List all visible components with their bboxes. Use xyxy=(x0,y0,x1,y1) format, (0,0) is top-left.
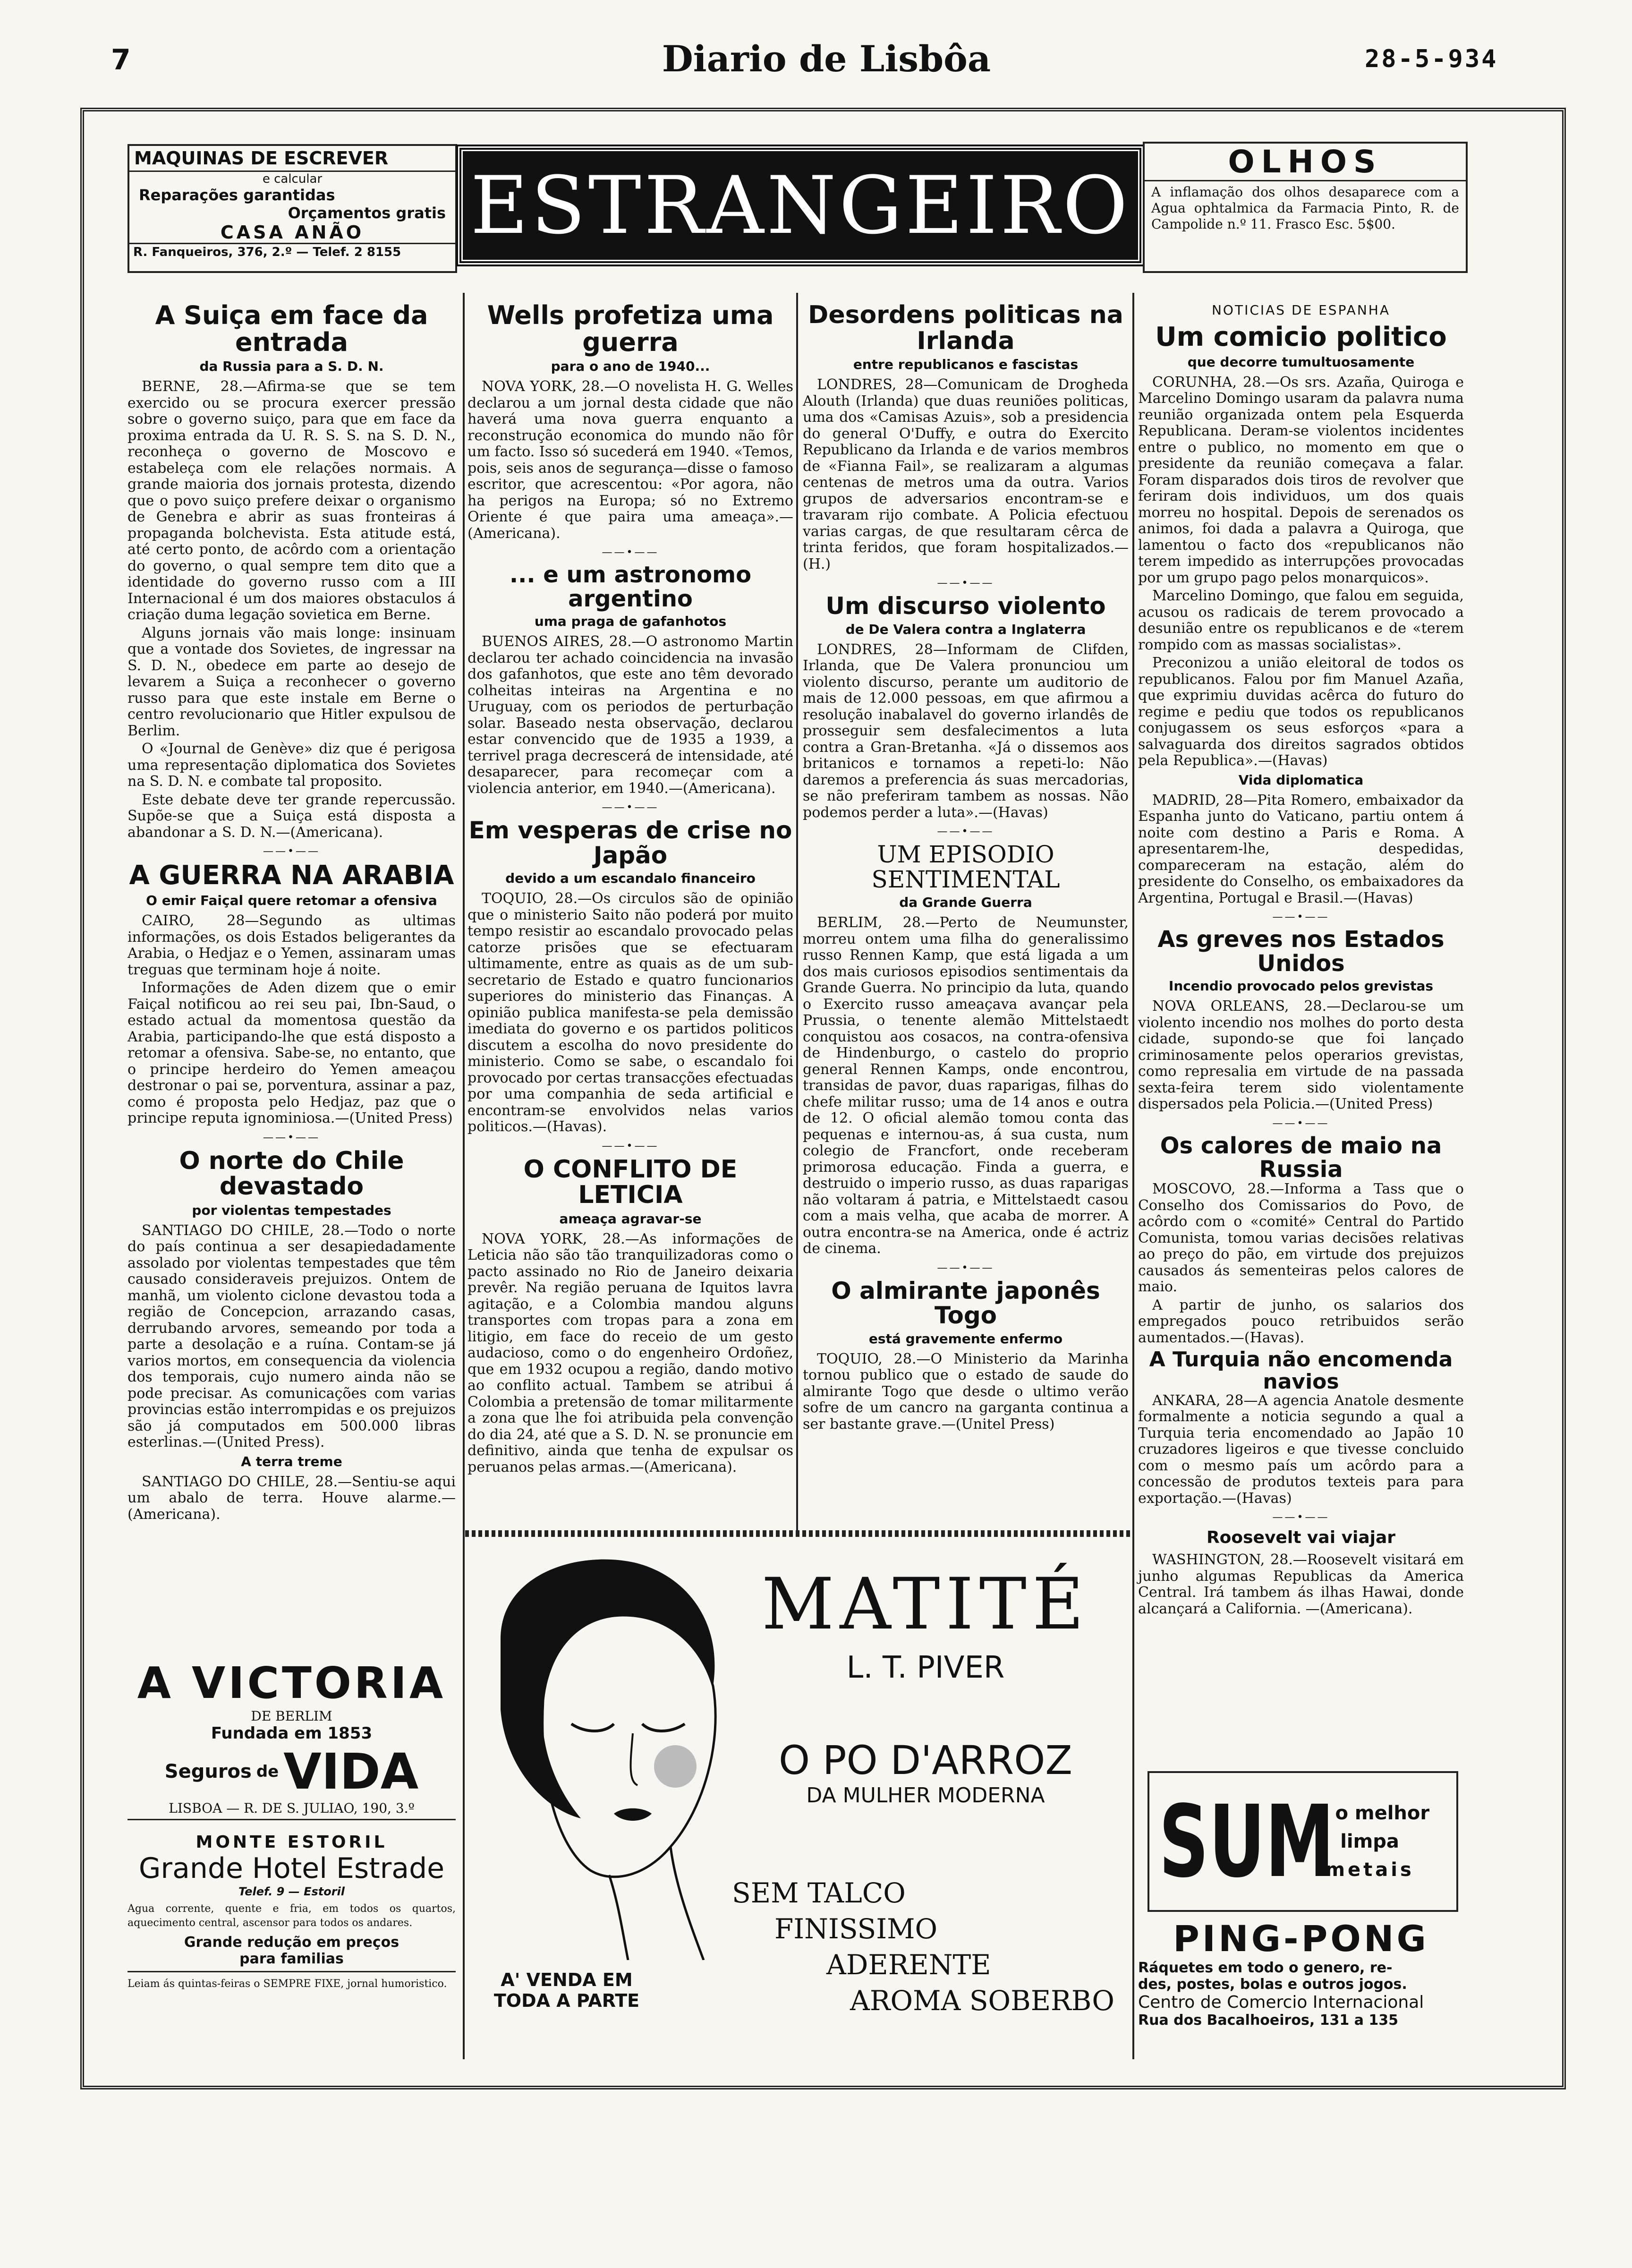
article-body xyxy=(1138,1181,1464,1346)
article-body xyxy=(468,379,793,542)
subheadline: para o ano de 1940... xyxy=(551,358,710,375)
article-body xyxy=(468,634,793,797)
article-body xyxy=(468,1231,793,1476)
section-kicker: NOTICIAS DE ESPANHA xyxy=(1211,302,1390,318)
separator: ——•—— xyxy=(602,801,659,814)
face-outline xyxy=(543,1615,715,1877)
issue-date: 28-5-934 xyxy=(1365,45,1498,73)
separator: ——•—— xyxy=(937,826,994,838)
ad-pingpong xyxy=(1138,1918,1464,2029)
paragraph: LONDRES, 28—Comunicam de Drogheda Alouth (Irlanda) que duas reuniões politicas, uma dos «Camisas Azuis», sob a presidencia do general O'Duffy, e outra do Exercito Republicano da Irlanda e de varios membros de «Fianna Fail», se realizaram a algumas centenas de metros uma da outra. Varios grupos de adversarios encontram-se e travaram rijo combate. A Policia efectuou varias cargas, de que resultaram cêrca de trinta feridos, que foram hospitalizados.—(H.) xyxy=(803,376,1129,572)
ad-matite-venda-line: A' VENDA EM xyxy=(501,1970,633,1990)
paragraph: Alguns jornais vão mais longe: insinuam que a vontade dos Sovietes, de ingressar na S. D. N., obedece em parte ao desejo de levarem a Suiça a reconhecer o governo russo para que este instale em Berne o centro revolucionario que Hitler expulsou de Berlim. xyxy=(128,624,456,739)
paragraph: TOQUIO, 28.—Os circulos são de opinião que o ministerio Saito não poderá por muito tempo resistir ao escandalo provocado pelas catorze prisões que se efectuaram ultimamente, entre as quais as de um sub-secretario de Estado e quatro funcionarios superiores do ministerio das Finanças. A opinião publica manifesta-se pela demissão imediata do governo e os partidos politicos discutem a escolha do novo presidente do ministerio. Como se sabe, o escandalo foi provocado por certas transacções efectuadas por uma companhia de seda artificial e encontram-se envolvidos nelas varios politicos.—(Havas). xyxy=(468,890,793,1135)
headline: A Suiça em face da entrada xyxy=(155,300,428,357)
cheek-shade xyxy=(654,1745,697,1788)
article-body xyxy=(128,1223,456,1451)
column-3 xyxy=(803,302,1129,1434)
paragraph: Este debate deve ter grande repercussão. Supõe-se que a Suiça está disposta a abandonar a S. D. N.—(Americana). xyxy=(128,791,456,841)
ad-hotel-tel: Telef. 9 — Estoril xyxy=(238,1885,345,1898)
ad-sum xyxy=(1148,1771,1458,1912)
subheadline: O emir Faiçal quere retomar a ofensiva xyxy=(146,893,437,909)
ad-victoria xyxy=(128,1658,456,1820)
subheadline: da Russia para a S. D. N. xyxy=(199,358,384,375)
eye-right xyxy=(642,1724,685,1731)
ad-maquinas xyxy=(128,144,457,273)
subheadline: por violentas tempestades xyxy=(192,1202,391,1218)
separator: ——•—— xyxy=(602,1140,659,1152)
ad-sum-line: metais xyxy=(1325,1859,1414,1881)
article-body xyxy=(1138,998,1464,1113)
separator: ——•—— xyxy=(1272,911,1330,923)
nose xyxy=(631,1733,638,1785)
subheadline: uma praga de gafanhotos xyxy=(534,614,727,630)
ad-matite-brand: L. T. PIVER xyxy=(846,1650,1005,1685)
paragraph: SANTIAGO DO CHILE, 28.—Todo o norte do país continua a ser desapiedadamente assolado por violentas tempestades que têm causado consideraveis prejuizos. Ontem de manhã, um violento ciclone devastou toda a região de Concepcion, arrazando casas, derrubando arvores, semeando por toda a parte a desolação e a ruína. Contam-se já varios mortos, em consequencia da violencia dos temporais, cujo numero ainda não se pode precisar. As comunicações com varias provincias estão interrompidas e os prejuizos são já computados em 500.000 libras esterlinas.—(United Press). xyxy=(128,1222,456,1451)
column-rule xyxy=(1132,293,1134,2059)
subheadline: ameaça agravar-se xyxy=(559,1211,702,1227)
ad-pingpong-line: Rua dos Bacalhoeiros, 131 a 135 xyxy=(1138,2012,1399,2029)
separator: ——•—— xyxy=(263,1131,320,1143)
paragraph: BERNE, 28.—Afirma-se que se tem exercido ou se procura exercer pressão sobre o governo suiço, para que em face da proxima entrada da U. R. S. S. na S. D. N., reconheça o governo de Moscovo e estabeleça com ele relações normais. A grande maioria dos jornais protesta, dizendo que o povo suiço prefere deixar o organismo de Genebra e abrir as suas fronteiras á propaganda bolchevista. Esta atitude está, até certo ponto, de acôrdo com a orientação do governo, o qual sempre tem dito que a identidade do governo russo com a III Internacional é um dos maiores obstaculos á criação duma legação sovietica em Berne. xyxy=(128,378,456,623)
ad-victoria-de: de xyxy=(256,1762,279,1781)
headline: UM EPISODIO SENTIMENTAL xyxy=(871,841,1060,893)
headline: O CONFLITO DE LETICIA xyxy=(523,1155,738,1210)
page-number: 7 xyxy=(111,43,131,77)
ad-maquinas-title: MAQUINAS DE ESCREVER xyxy=(129,146,455,172)
ad-victoria-vida: VIDA xyxy=(283,1743,419,1800)
subheadline: entre republicanos e fascistas xyxy=(853,357,1079,373)
paragraph: CAIRO, 28—Segundo as ultimas informações, os dois Estados beligerantes da Arabia, o Hedjaz e o Yemen, assinaram umas treguas que terminam hoje á noite. xyxy=(128,912,456,978)
headline: Um comicio politico xyxy=(1155,322,1447,352)
article-body xyxy=(128,913,456,1127)
separator: ——•—— xyxy=(937,1262,994,1274)
ad-olhos-title: OLHOS xyxy=(1145,144,1466,181)
section-banner xyxy=(458,146,1143,264)
ad-matite-venda-line: TODA A PARTE xyxy=(493,1990,640,2011)
ad-sum-line: limpa xyxy=(1340,1831,1399,1852)
masthead: Diario de Lisbôa xyxy=(662,38,991,80)
ad-victoria-title: A VICTORIA xyxy=(137,1658,446,1708)
subheadline: Roosevelt vai viajar xyxy=(1206,1528,1396,1548)
ad-matite-feature: SEM TALCO xyxy=(732,1877,906,1909)
column-rule xyxy=(796,293,798,1530)
headline: ... e um astronomo argentino xyxy=(509,562,752,612)
neck-outline xyxy=(609,1847,704,1960)
column-2 xyxy=(468,302,793,1477)
ad-matite-title: MATITÉ xyxy=(761,1563,1090,1646)
column-4 xyxy=(1138,302,1464,1619)
paragraph: NOVA YORK, 28.—O novelista H. G. Welles declarou a um jornal desta cidade que não haverá uma nova guerra enquanto a reconstrução economica do mundo não fôr um facto. Isso só sucederá em 1940. «Temos, pois, seis anos de segurança—disse o famoso escritor, que acrescentou: «Por agora, não ha perigos na Europa; só no Extremo Oriente é que paira uma ameaça».—(Americana). xyxy=(468,378,793,542)
section-title: ESTRANGEIRO xyxy=(470,159,1131,252)
ad-hotel-offer: para familias xyxy=(128,1951,456,1972)
paragraph: Preconizou a união eleitoral de todos os republicanos. Falou por fim Manuel Azaña, que exprimiu duvidas acêrca do futuro do regime e pediu que todos os republicanos conjugassem os seus esforços «para a salvaguarda dos direitos sagrados obtidos pela Republica».—(Havas) xyxy=(1138,655,1464,769)
paragraph: WASHINGTON, 28.—Roosevelt visitará em junho algumas Republicas da America Central. Irá tambem ás ilhas Hawai, donde alcançará a California. —(Americana). xyxy=(1138,1552,1464,1617)
ad-matite-features xyxy=(732,1875,1119,2019)
paragraph: NOVA YORK, 28.—As informações de Leticia não são tão tranquilizadoras como o pacto assinado no Rio de Janeiro deixaria prevêr. Na região peruana de Iquitos lavra agitação, e a Colombia mandou alguns transportes com tropas para a zona em litigio, em face do receio de um gesto audacioso, como o do engenheiro Ordoñez, que em 1932 ocupou a região, dando motivo ao conflito actual. Tambem se atribui á Colombia a pretensão de tomar militarmente a zona que lhe foi atribuida pela convenção do dia 24, até que a S. D. N. se pronuncie em definitivo, ainda que tenha de expulsar os peruanos pelas armas.—(Americana). xyxy=(468,1230,793,1475)
subheadline: da Grande Guerra xyxy=(899,895,1032,911)
paragraph: SANTIAGO DO CHILE, 28.—Sentiu-se aqui um abalo de terra. Houve alarme.—(Americana). xyxy=(128,1473,456,1523)
ad-hotel-offer: Grande redução em preços xyxy=(184,1934,400,1951)
ad-olhos-text: A inflamação dos olhos desaparece com a Agua ophtalmica da Farmacia Pinto, R. de Campolide n.º 11. Frasco Esc. 5$00. xyxy=(1151,184,1459,232)
headline: Wells profetiza uma guerra xyxy=(487,300,774,357)
paragraph: A partir de junho, os salarios dos empregados pouco retribuidos serão aumentados.—(Havas). xyxy=(1138,1296,1464,1346)
ad-matite-product: O PO D'ARROZ xyxy=(779,1737,1072,1783)
paragraph: MADRID, 28—Pita Romero, embaixador da Espanha junto do Vaticano, partiu ontem á noite com destino a Paris e Roma. A apresentarem-lhe, despedidas, compareceram na estação, além do presidente do Conselho, os embaixadores da Argentina, Portugal e Brasil.—(Havas) xyxy=(1138,792,1464,906)
eye-left xyxy=(571,1724,614,1731)
article-body xyxy=(1138,793,1464,907)
subheadline: Incendio provocado pelos grevistas xyxy=(1168,978,1434,994)
article-body xyxy=(803,1351,1129,1433)
subheadline: de De Valera contra a Inglaterra xyxy=(845,621,1086,637)
paragraph: CORUNHA, 28.—Os srs. Azaña, Quiroga e Marcelino Domingo usaram da palavra numa reunião organizada ontem pela Esquerda Republicana. Deram-se violentos incidentes entre o publico, no momento em que o presidente da reunião começava a falar. Foram disparados dois tiros de revolver que feriram dois individuos, um dos quais morreu no hospital. Depois de serenados os animos, foi dada a palavra a Quiroga, que lamentou o facto dos «republicanos não terem impedido as interrupções provocadas por um grupo pago pelos monarquicos». xyxy=(1138,374,1464,586)
ad-maquinas-name: CASA ANÃO xyxy=(220,222,365,243)
headline: As greves nos Estados Unidos xyxy=(1157,926,1445,977)
article-body xyxy=(803,377,1129,572)
subheadline: está gravemente enfermo xyxy=(868,1330,1063,1347)
separator: ——•—— xyxy=(602,546,659,559)
paragraph: BERLIM, 28.—Perto de Neumunster, morreu ontem uma filha do generalissimo russo Rennen Kamp, que está ligada a um dos mais curiosos episodios sentimentais da Grande Guerra. No principio da luta, quando o Exercito russo ameaçava avançar pela Prussia, o tenente alemão Mittelstaedt conquistou aos cosacos, na contra-ofensiva de Hindenburgo, o castelo do proprio general Rennen Kamps, onde encontrou, transidas de pavor, duas raparigas, filhas do chefe militar russo; uma de 14 anos e outra de 12. O oficial alemão tomou conta das pequenas e internou-as, á sua custa, num colegio de Francfort, onde receberam primorosa educação. Finda a guerra, e destruido o imperio russo, as duas raparigas não voltaram á patria, e Mittelstaedt casou com a mais velha, que acaba de morrer. A outra encontra-se na America, onde é actriz de cinema. xyxy=(803,914,1129,1257)
paragraph: O «Journal de Genève» diz que é perigosa uma representação diplomatica dos Sovietes na S. D. N. e combate tal proposito. xyxy=(128,741,456,790)
separator: ——•—— xyxy=(1272,1117,1330,1129)
headline: Um discurso violento xyxy=(825,592,1106,620)
ad-hotel-name: Grande Hotel Estrade xyxy=(138,1852,445,1885)
ad-maquinas-line: e calcular xyxy=(262,172,323,186)
ad-sum-name: SUM xyxy=(1159,1783,1334,1900)
article-body xyxy=(803,915,1129,1257)
ad-sempre-fixe: Leiam ás quintas-feiras o SEMPRE FIXE, jornal humoristico. xyxy=(128,1978,447,1990)
ad-victoria-seguros: Seguros xyxy=(164,1761,252,1782)
article-body xyxy=(468,891,793,1135)
subheadline: devido a um escandalo financeiro xyxy=(505,870,756,887)
headline: A GUERRA NA ARABIA xyxy=(129,860,454,891)
separator: ——•—— xyxy=(1272,1511,1330,1524)
ad-top-rule xyxy=(465,1530,1131,1537)
ad-sum-line: E' o melhor xyxy=(1310,1802,1430,1824)
paragraph: MOSCOVO, 28.—Informa a Tass que o Conselho dos Comissarios do Povo, de acôrdo com o «comité» Central do Partido Comunista, tomou varias decisões relativas ao preço do pão, em virtude dos prejuizos causados ás sementeiras pelos calores de maio. xyxy=(1138,1181,1464,1296)
ad-matite-text xyxy=(732,1563,1119,1808)
ad-pingpong-line: Ráquetes em todo o genero, re- xyxy=(1138,1960,1393,1976)
paragraph: ANKARA, 28—A agencia Anatole desmente formalmente a noticia segundo a qual a Turquia teria encomendado ao Japão 10 cruzadores ligeiros e que tivesse concluido com o mesmo país um acôrdo para a concessão de produtos texteis para para exportação.—(Havas) xyxy=(1138,1392,1464,1507)
ad-pingpong-line: Centro de Comercio Internacional xyxy=(1138,1993,1424,2012)
paragraph: Marcelino Domingo, que falou em seguida, acusou os radicais de terem provocado a desunião entre os republicanos e de «terem rompido com as massas socialistas». xyxy=(1138,588,1464,653)
ad-hotel xyxy=(128,1833,456,1991)
lips xyxy=(614,1808,652,1821)
ad-olhos xyxy=(1143,142,1468,273)
article-body xyxy=(1138,1393,1464,1507)
ad-hotel-top: MONTE ESTORIL xyxy=(196,1833,388,1852)
ad-matite xyxy=(468,1544,1129,2064)
article-body xyxy=(1138,1552,1464,1617)
ad-maquinas-address: R. Fanqueiros, 376, 2.º — Telef. 2 8155 xyxy=(129,243,455,260)
column-rule xyxy=(463,293,465,2059)
paragraph: BUENOS AIRES, 28.—O astronomo Martin declarou ter achado coincidencia na invasão dos gafanhotos, que este ano têm devorado colheitas inteiras na Argentina e no Uruguay, com os periodos de perturbação solar. Baseado nesta observação, declarou estar convencido que de 1935 a 1939, a terrivel praga decrescerá de intensidade, até desaparecer, para recomeçar com a violencia anterior, em 1940.—(Americana). xyxy=(468,633,793,797)
article-body xyxy=(128,1474,456,1523)
paragraph: Informações de Aden dizem que o emir Faiçal notificou ao rei seu pai, Ibn-Saud, o estado actual da momentosa questão da Arabia, participando-lhe que está disposto a retomar a ofensiva. Sabe-se, no entanto, que o principe herdeiro do Yemen ameaçou destronar o pai se, porventura, assinar a paz, como é proposta pelo Hedjaz, paz que o principe reputa ignominiosa.—(United Press) xyxy=(128,980,456,1127)
article-body xyxy=(803,642,1129,821)
separator: ——•—— xyxy=(937,577,994,589)
ad-pingpong-line: des, postes, bolas e outros jogos. xyxy=(1138,1976,1407,1993)
ad-victoria-founded: Fundada em 1853 xyxy=(211,1724,373,1743)
paragraph: TOQUIO, 28.—O Ministerio da Marinha tornou publico que o estado de saude do almirante Togo que desde o ultimo verão sofre de um cancro na garganta continua a ser bastante grave.—(Unitel Press) xyxy=(803,1350,1129,1432)
ad-pingpong-title: PING-PONG xyxy=(1173,1918,1429,1960)
subheadline: Vida diplomatica xyxy=(1238,772,1364,788)
ad-matite-feature: AROMA SOBERBO xyxy=(850,1985,1114,2017)
headline: Desordens politicas na Irlanda xyxy=(808,301,1123,355)
headline: Em vesperas de crise no Japão xyxy=(468,817,792,869)
ad-hotel-text: Agua corrente, quente e fria, em todos os quartos, aquecimento central, ascensor para todos os andares. xyxy=(128,1903,456,1929)
ad-maquinas-line: Reparações garantidas xyxy=(139,186,335,204)
ad-victoria-address: LISBOA — R. DE S. JULIAO, 190, 3.º xyxy=(128,1800,456,1820)
woman-illustration xyxy=(468,1544,732,1960)
paragraph: NOVA ORLEANS, 28.—Declarou-se um violento incendio nos molhes do porto desta cidade, supondo-se que foi lançado criminosamente pelos operarios grevistas, como represalia em virtude de na passada sexta-feira terem sido violentamente dispersados pela Policia.—(United Press) xyxy=(1138,998,1464,1113)
headline: Os calores de maio na Russia xyxy=(1160,1132,1442,1183)
ad-matite-venda xyxy=(477,1970,656,2011)
ad-victoria-vida-line xyxy=(128,1743,456,1800)
ad-matite-feature: FINISSIMO xyxy=(774,1913,938,1945)
subheadline: A terra treme xyxy=(241,1453,342,1469)
ad-victoria-sub: DE BERLIM xyxy=(251,1708,332,1724)
paragraph: LONDRES, 28—Informam de Clifden, Irlanda, que De Valera pronunciou um violento discurso, perante um auditorio de mais de 12.000 pessoas, em que afirmou a resolução inabalavel do governo irlandês de prosseguir sem desfalecimentos a luta contra a Gran-Bretanha. «Já o dissemos aos britanicos e tornamos a repeti-lo: Não daremos a preferencia ás suas mercadorias, se não preferiram tambem as nossas. Não podemos perder a luta».—(Havas) xyxy=(803,641,1129,821)
article-body xyxy=(128,379,456,841)
separator: ——•—— xyxy=(263,845,320,858)
headline: O norte do Chile devastado xyxy=(179,1146,404,1201)
headline: O almirante japonês Togo xyxy=(831,1277,1100,1330)
ad-matite-feature: ADERENTE xyxy=(826,1949,991,1981)
ad-matite-tag: DA MULHER MODERNA xyxy=(806,1783,1045,1808)
article-body xyxy=(1138,375,1464,769)
ad-maquinas-line: Orçamentos gratis xyxy=(288,204,446,222)
column-1 xyxy=(128,302,456,1525)
headline: A Turquia não encomenda navios xyxy=(1149,1347,1453,1394)
subheadline: que decorre tumultuosamente xyxy=(1187,354,1415,370)
